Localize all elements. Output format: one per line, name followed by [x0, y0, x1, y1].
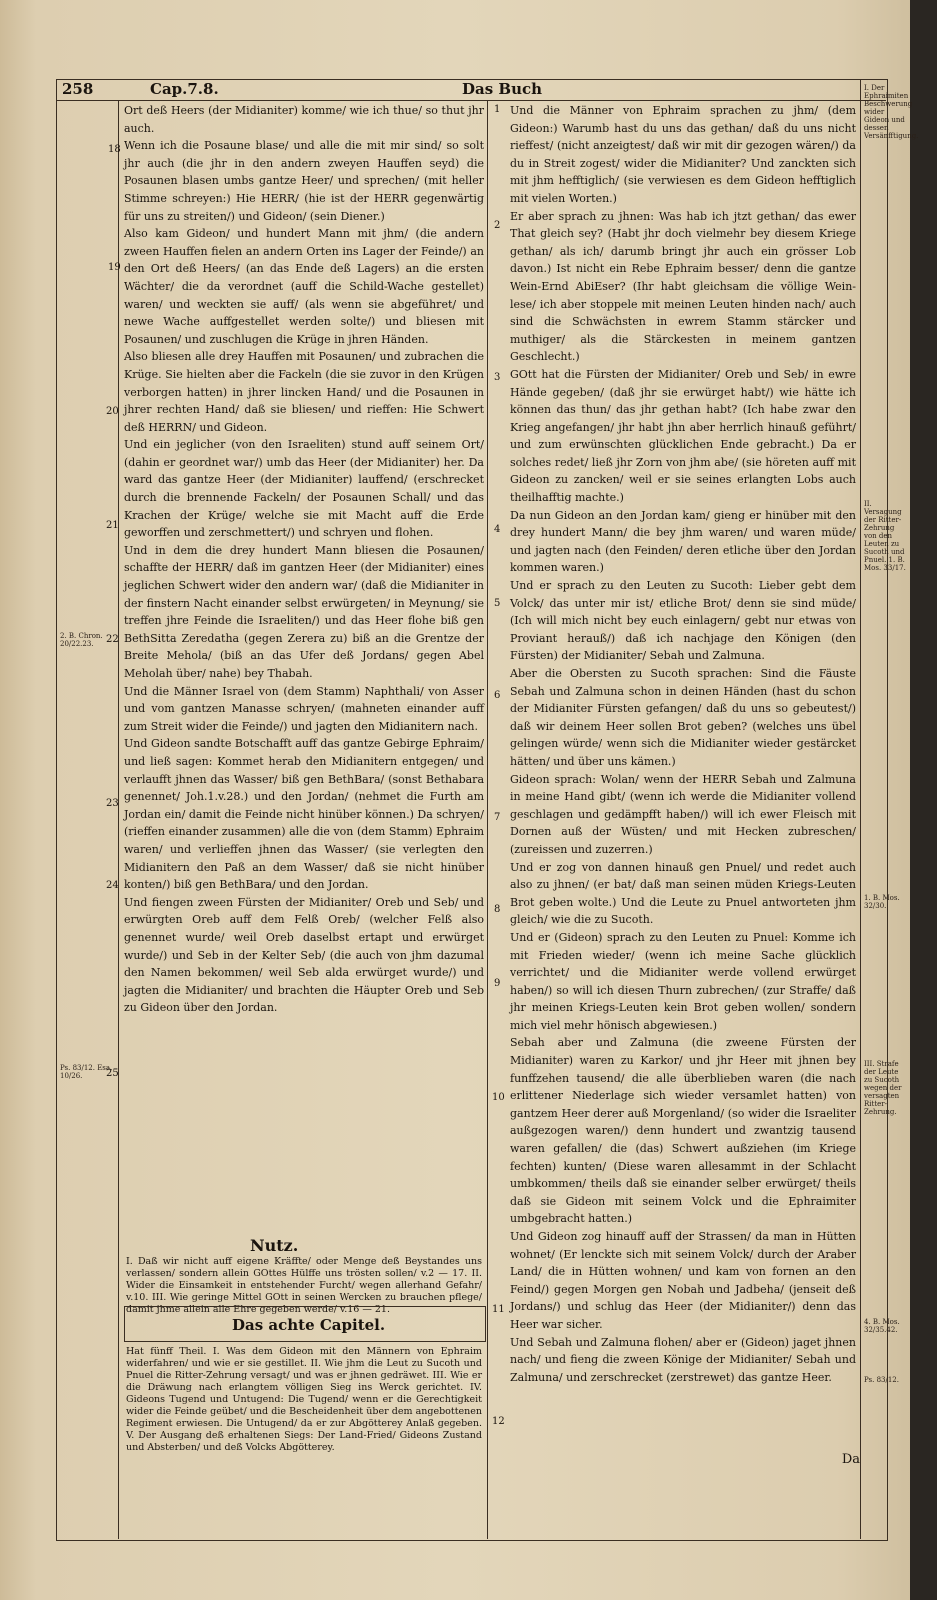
- verse-paragraph: Da nun Gideon an den Jordan kam/ gieng er hinüber mit den drey hundert Mann/ die bey jhm waren/ und waren müde/ und jagten nach (den Feinden/ deren etliche über den Jordan kommen waren.): [510, 508, 856, 575]
- page-number: 258: [62, 80, 94, 98]
- verse-paragraph: Und er sprach zu den Leuten zu Sucoth: Lieber gebt dem Volck/ das unter mir ist/ etliche Brot/ denn sie sind müde/ (Ich will mich nicht bey euch einlagern/ gebt nur etwas von Proviant herauß/) daß ich nachjage den Königen (den Fürsten) der Midianiter/ Sebah und Zalmuna.: [510, 579, 856, 663]
- catchword: Da: [841, 1452, 860, 1467]
- verse-number: 9: [494, 978, 501, 989]
- right-margin-rule: [860, 79, 861, 1539]
- book-title: Das Buch: [462, 80, 543, 98]
- verse-number: 18: [108, 144, 121, 155]
- verse-paragraph: Und fiengen zween Fürsten der Midianiter/ Oreb und Seb/ und erwürgten Oreb auff dem Felß Oreb/ (welcher Felß also genennet wurde/ weil Oreb daselbst ertapt und erwürget wurde/) und Seb in der Kelter Seb/ (die auch von jhm dazumal den Namen bekommen/ weil Seb alda erwürget wurde/) und jagten die Midianiter/ und brachten die Häupter Oreb und Seb zu Gideon über den Jordan.: [124, 895, 484, 1015]
- verse-number: 1: [494, 104, 501, 115]
- margin-reference: 2. B. Chron. 20/22.23.: [60, 632, 103, 648]
- verse-paragraph: Und die Männer Israel von (dem Stamm) Naphthali/ von Asser und vom gantzen Manasse schryen/ (mahneten einander auff zum Streit wider die Feinde/) und jagten den Midianitern nach.: [124, 684, 484, 733]
- nutz-text: I. Daß wir nicht auff eigene Kräffte/ oder Menge deß Beystandes uns verlassen/ sondern allein GOttes Hülffe uns trösten sollen/ v.2 — 17. II. Wider die Einsamkeit in entstehender Furcht/ wegen allerhand Gefahr/ v.10. III. Wie geringe Mittel GOtt in seinen Wercken zu brauchen pflege/ damit jhme allein alle Ehre gegeben werde/ v.16 — 21.: [126, 1256, 482, 1315]
- verse-number: 21: [106, 520, 119, 531]
- verse-number: 12: [492, 1416, 505, 1427]
- verse-number: 20: [106, 406, 119, 417]
- verse-number: 19: [108, 262, 121, 273]
- verse-paragraph: Aber die Obersten zu Sucoth sprachen: Sind die Fäuste Sebah und Zalmuna schon in deinen Händen (hast du schon der Midianiter Fürsten gefangen/ daß du uns so gebeutest/) daß wir deinem Heer sollen Brot geben? (welches uns übel gelingen würde/ wenn sich die Midianiter wieder gestärcket hätten/ und über uns kämen.): [510, 667, 856, 768]
- verse-paragraph: Ort deß Heers (der Midianiter) komme/ wie ich thue/ so thut jhr auch.: [124, 104, 484, 135]
- verse-paragraph: Und Gideon sandte Botschafft auff das gantze Gebirge Ephraim/ und ließ sagen: Kommet herab den Midianitern entgegen/ und verlaufft jhnen das Wasser/ biß gen BethBara/ (sonst Bethabara genennet/ Joh.1.v.28.) und den Jordan/ (nehmet die Furth am Jordan ein/ damit die Feinde nicht hinüber können.) Da schryen/ (rieffen einander zusammen) alle die von (dem Stamm) Ephraim waren/ und verlieffen jhnen das Wasser/ (sie verlegten den Midianitern den Paß an dem Wasser/ daß sie nicht hinüber konten/) biß gen BethBara/ und den Jordan.: [124, 737, 484, 892]
- verse-paragraph: Und Sebah und Zalmuna flohen/ aber er (Gideon) jaget jhnen nach/ und fieng die zween Könige der Midianiter/ Sebah und Zalmuna/ und zerschrecket (zerstrewet) das gantze Heer.: [510, 1335, 856, 1384]
- margin-note: Ps. 83/12.: [864, 1376, 899, 1384]
- left-margin-rule: [118, 100, 119, 1539]
- verse-paragraph: Und er zog von dannen hinauß gen Pnuel/ und redet auch also zu jhnen/ (er bat/ daß man seinen müden Kriegs-Leuten Brot geben wolte.) Und die Leute zu Pnuel antworteten jhm gleich/ wie die zu Sucoth.: [510, 860, 856, 927]
- nutz-heading: Nutz.: [250, 1236, 299, 1255]
- margin-note: III. Strafe der Leute zu Sucoth wegen der versagten Ritter-Zehrung.: [864, 1060, 902, 1116]
- verse-paragraph: Und Gideon zog hinauff auff der Strassen/ da man in Hütten wohnet/ (Er lenckte sich mit seinem Volck/ durch der Araber Land/ die in Hütten wohnen/ und kam von fornen an den Feind/) gegen Morgen gen Nobah und Jadbeha/ (jenseit deß Jordans/) und schlug das Heer (der Midianiter/) denn das Heer war sicher.: [510, 1230, 856, 1331]
- chapter-ref: Cap.7.8.: [150, 80, 219, 98]
- verse-number: 2: [494, 220, 501, 231]
- verse-paragraph: Gideon sprach: Wolan/ wenn der HERR Sebah und Zalmuna in meine Hand gibt/ (wenn ich werde die Midianiter vollend geschlagen und gedämpfft haben/) will ich ewer Fleisch mit Dornen auß der Wüsten/ und mit Hecken zubreschen/ (zureissen und zuzerren.): [510, 772, 856, 856]
- verse-number: 3: [494, 372, 501, 383]
- verse-paragraph: Sebah aber und Zalmuna (die zweene Fürsten der Midianiter) waren zu Karkor/ und jhr Heer mit jhnen bey funffzehen tausend/ die alle überblieben waren (die nach erlittener Niederlage sich wieder versamlet hatten) von gantzem Heer derer auß Morgenland/ (so wider die Israeliter außgezogen waren/) denn hundert und zwantzig tausend waren gefallen/ die (das) Schwert außziehen (im Kriege fechten) kunten/ (Diese waren allesammt in der Schlacht umbkommen/ theils daß sie einander selber erwürget/ theils daß sie Gideon mit seinem Volck und die Ephraimiter umbgebracht hatten.): [510, 1036, 856, 1226]
- verse-paragraph: Also kam Gideon/ und hundert Mann mit jhm/ (die andern zween Hauffen fielen an andern Orten ins Lager der Feinde/) an den Ort deß Heers/ (an das Ende deß Lagers) an die ersten Wächter/ die da verordnet (auff die Schild-Wache gestellet) waren/ und weckten sie auff/ (als wenn sie abgeführet/ und newe Wache auffgestellet werden solte/) und bliesen mit Posaunen/ und zuschlugen die Krüge in jhren Händen.: [124, 227, 484, 346]
- margin-note: 4. B. Mos. 32/35.42.: [864, 1318, 900, 1334]
- verse-number: 11: [492, 1304, 505, 1315]
- column-divider: [487, 100, 488, 1539]
- verse-paragraph: Wenn ich die Posaune blase/ und alle die mit mir sind/ so solt jhr auch (die jhr in den andern zweyen Hauffen seyd) die Posaunen blasen umbs gantze Heer/ und sprechen/ (mit heller Stimme schreyen:) Hie HERR/ (hie ist der HERR gegenwärtig für uns zu streiten/) und Gideon/ (sein Diener.): [124, 139, 484, 223]
- verse-number: 8: [494, 904, 501, 915]
- header-rule: [56, 100, 886, 101]
- verse-paragraph: Und ein jeglicher (von den Israeliten) stund auff seinem Ort/ (dahin er geordnet war/) umb das Heer (der Midianiter) her. Da ward das gantze Heer (der Midianiter) lauffend/ (erschrecket durch die brennende Fackeln/ der Posaunen Schall/ und das Krachen der Krüge/ welche sie mit Macht auff die Erde geworffen und zerschmettert/) und schryen und flohen.: [124, 438, 484, 540]
- verse-number: 25: [106, 1068, 119, 1079]
- verse-number: 10: [492, 1092, 505, 1103]
- right-text-column: [510, 102, 856, 1386]
- verse-number: 22: [106, 634, 119, 645]
- margin-note: II. Versagung der Ritter-Zehrung von den Leuten zu Sucoth und Pnuel. 1. B. Mos. 33/17.: [864, 500, 906, 572]
- verse-paragraph: Und die Männer von Ephraim sprachen zu jhm/ (dem Gideon:) Warumb hast du uns das gethan/ daß du uns nicht rieffest/ (nicht anzeigtest/ daß wir mit dir gezogen wären/) da du in Streit zogest/ wider die Midianiter? Und zanckten sich mit jhm hefftiglich/ (sie verwiesen es dem Gideon hefftiglich mit vielen Worten.): [510, 104, 856, 205]
- verse-number: 23: [106, 798, 119, 809]
- chapter-heading: Das achte Capitel.: [232, 1316, 386, 1334]
- margin-reference: Ps. 83/12. Esa. 10/26.: [60, 1064, 113, 1080]
- verse-paragraph: Er aber sprach zu jhnen: Was hab ich jtzt gethan/ das ewer That gleich sey? (Habt jhr doch vielmehr bey diesem Kriege gethan/ als ich/ darumb bringt jhr auch ein grösser Lob davon.) Ist nicht ein Rebe Ephraim besser/ denn die gantze Wein-Ernd AbiEser? (Ihr habt gleichsam die völlige Wein-lese/ ich aber stoppele mit meinen Leuten hinden nach/ auch sind die Schwächsten in ewrem Stamm stärcker und muthiger/ als die Stärckesten in meinem gantzen Geschlecht.): [510, 209, 856, 364]
- margin-note: I. Der Ephraimiten Beschwerung wider Gideon und dessen Versänfftigung.: [864, 84, 919, 140]
- verse-number: 24: [106, 880, 119, 891]
- verse-number: 7: [494, 812, 501, 823]
- verse-paragraph: GOtt hat die Fürsten der Midianiter/ Oreb und Seb/ in ewre Hände gegeben/ (daß jhr sie erwürget habt/) wie hätte ich können das thun/ das jhr gethan habt? (Ich habe zwar den Krieg angefangen/ jhr habt jhn aber herrlich hinauß geführt/ und zum erwünschten glücklichen Ende gebracht.) Da er solches redet/ ließ jhr Zorn von jhm abe/ (sie höreten auff mit Gideon zu zancken/ weil er sie seines erlangten Lobs auch theilhafftig machte.): [510, 367, 856, 505]
- verse-number: 6: [494, 690, 501, 701]
- verse-paragraph: Also bliesen alle drey Hauffen mit Posaunen/ und zubrachen die Krüge. Sie hielten aber die Fackeln (die sie zuvor in den Krügen verborgen hatten) in jhrer lincken Hand/ und die Posaunen in jhrer rechten Hand/ daß sie bliesen/ und rieffen: Hie Schwert deß HERRN/ und Gideon.: [124, 350, 484, 434]
- verse-paragraph: Und er (Gideon) sprach zu den Leuten zu Pnuel: Komme ich mit Frieden wieder/ (wenn ich meine Sache glücklich verrichtet/ und die Midianiter werde vollend erwürget haben/) so will ich diesen Thurn zubrechen/ (zur Straffe/ daß jhr meinen Kriegs-Leuten kein Brot geben wollen/ sondern mich viel mehr hönisch abgewiesen.): [510, 930, 856, 1032]
- verse-number: 4: [494, 524, 501, 535]
- margin-note: 1. B. Mos. 32/30.: [864, 894, 900, 910]
- verse-paragraph: Und in dem die drey hundert Mann bliesen die Posaunen/ schaffte der HERR/ daß im gantzen Heer (der Midianiter) eines jeglichen Schwert wider den andern war/ (daß die Midianiter in der finstern Nacht einander selbst erwürgeten/ in Meynung/ sie treffen jhre Feinde die Israeliten/) und das Heer flohe biß gen BethSitta Zeredatha (gegen Zerera zu) biß an die Grentze der Breite Mehola/ (biß an das Ufer deß Jordans/ gegen Abel Meholah über/ nahe) bey Thabah.: [124, 543, 484, 680]
- chapter-summary: Hat fünff Theil. I. Was dem Gideon mit den Männern von Ephraim widerfahren/ und wie er sie gestillet. II. Wie jhm die Leut zu Sucoth und Pnuel die Ritter-Zehrung versagt/ und was er jhnen gedräwet. III. Wie er die Dräwung nach erlangtem völligen Sieg ins Werck gerichtet. IV. Gideons Tugend und Untugend: Die Tugend/ wenn er die Gerechtigkeit wider die Feinde geübet/ und die Bescheidenheit über dem angebottenen Regiment erwiesen. Die Untugend/ da er zur Abgötterey Anlaß gegeben. V. Der Ausgang deß erhaltenen Siegs: Der Land-Fried/ Gideons Zustand und Absterben/ und deß Volcks Abgötterey.: [126, 1346, 482, 1453]
- verse-number: 5: [494, 598, 501, 609]
- left-text-column: [124, 102, 484, 1017]
